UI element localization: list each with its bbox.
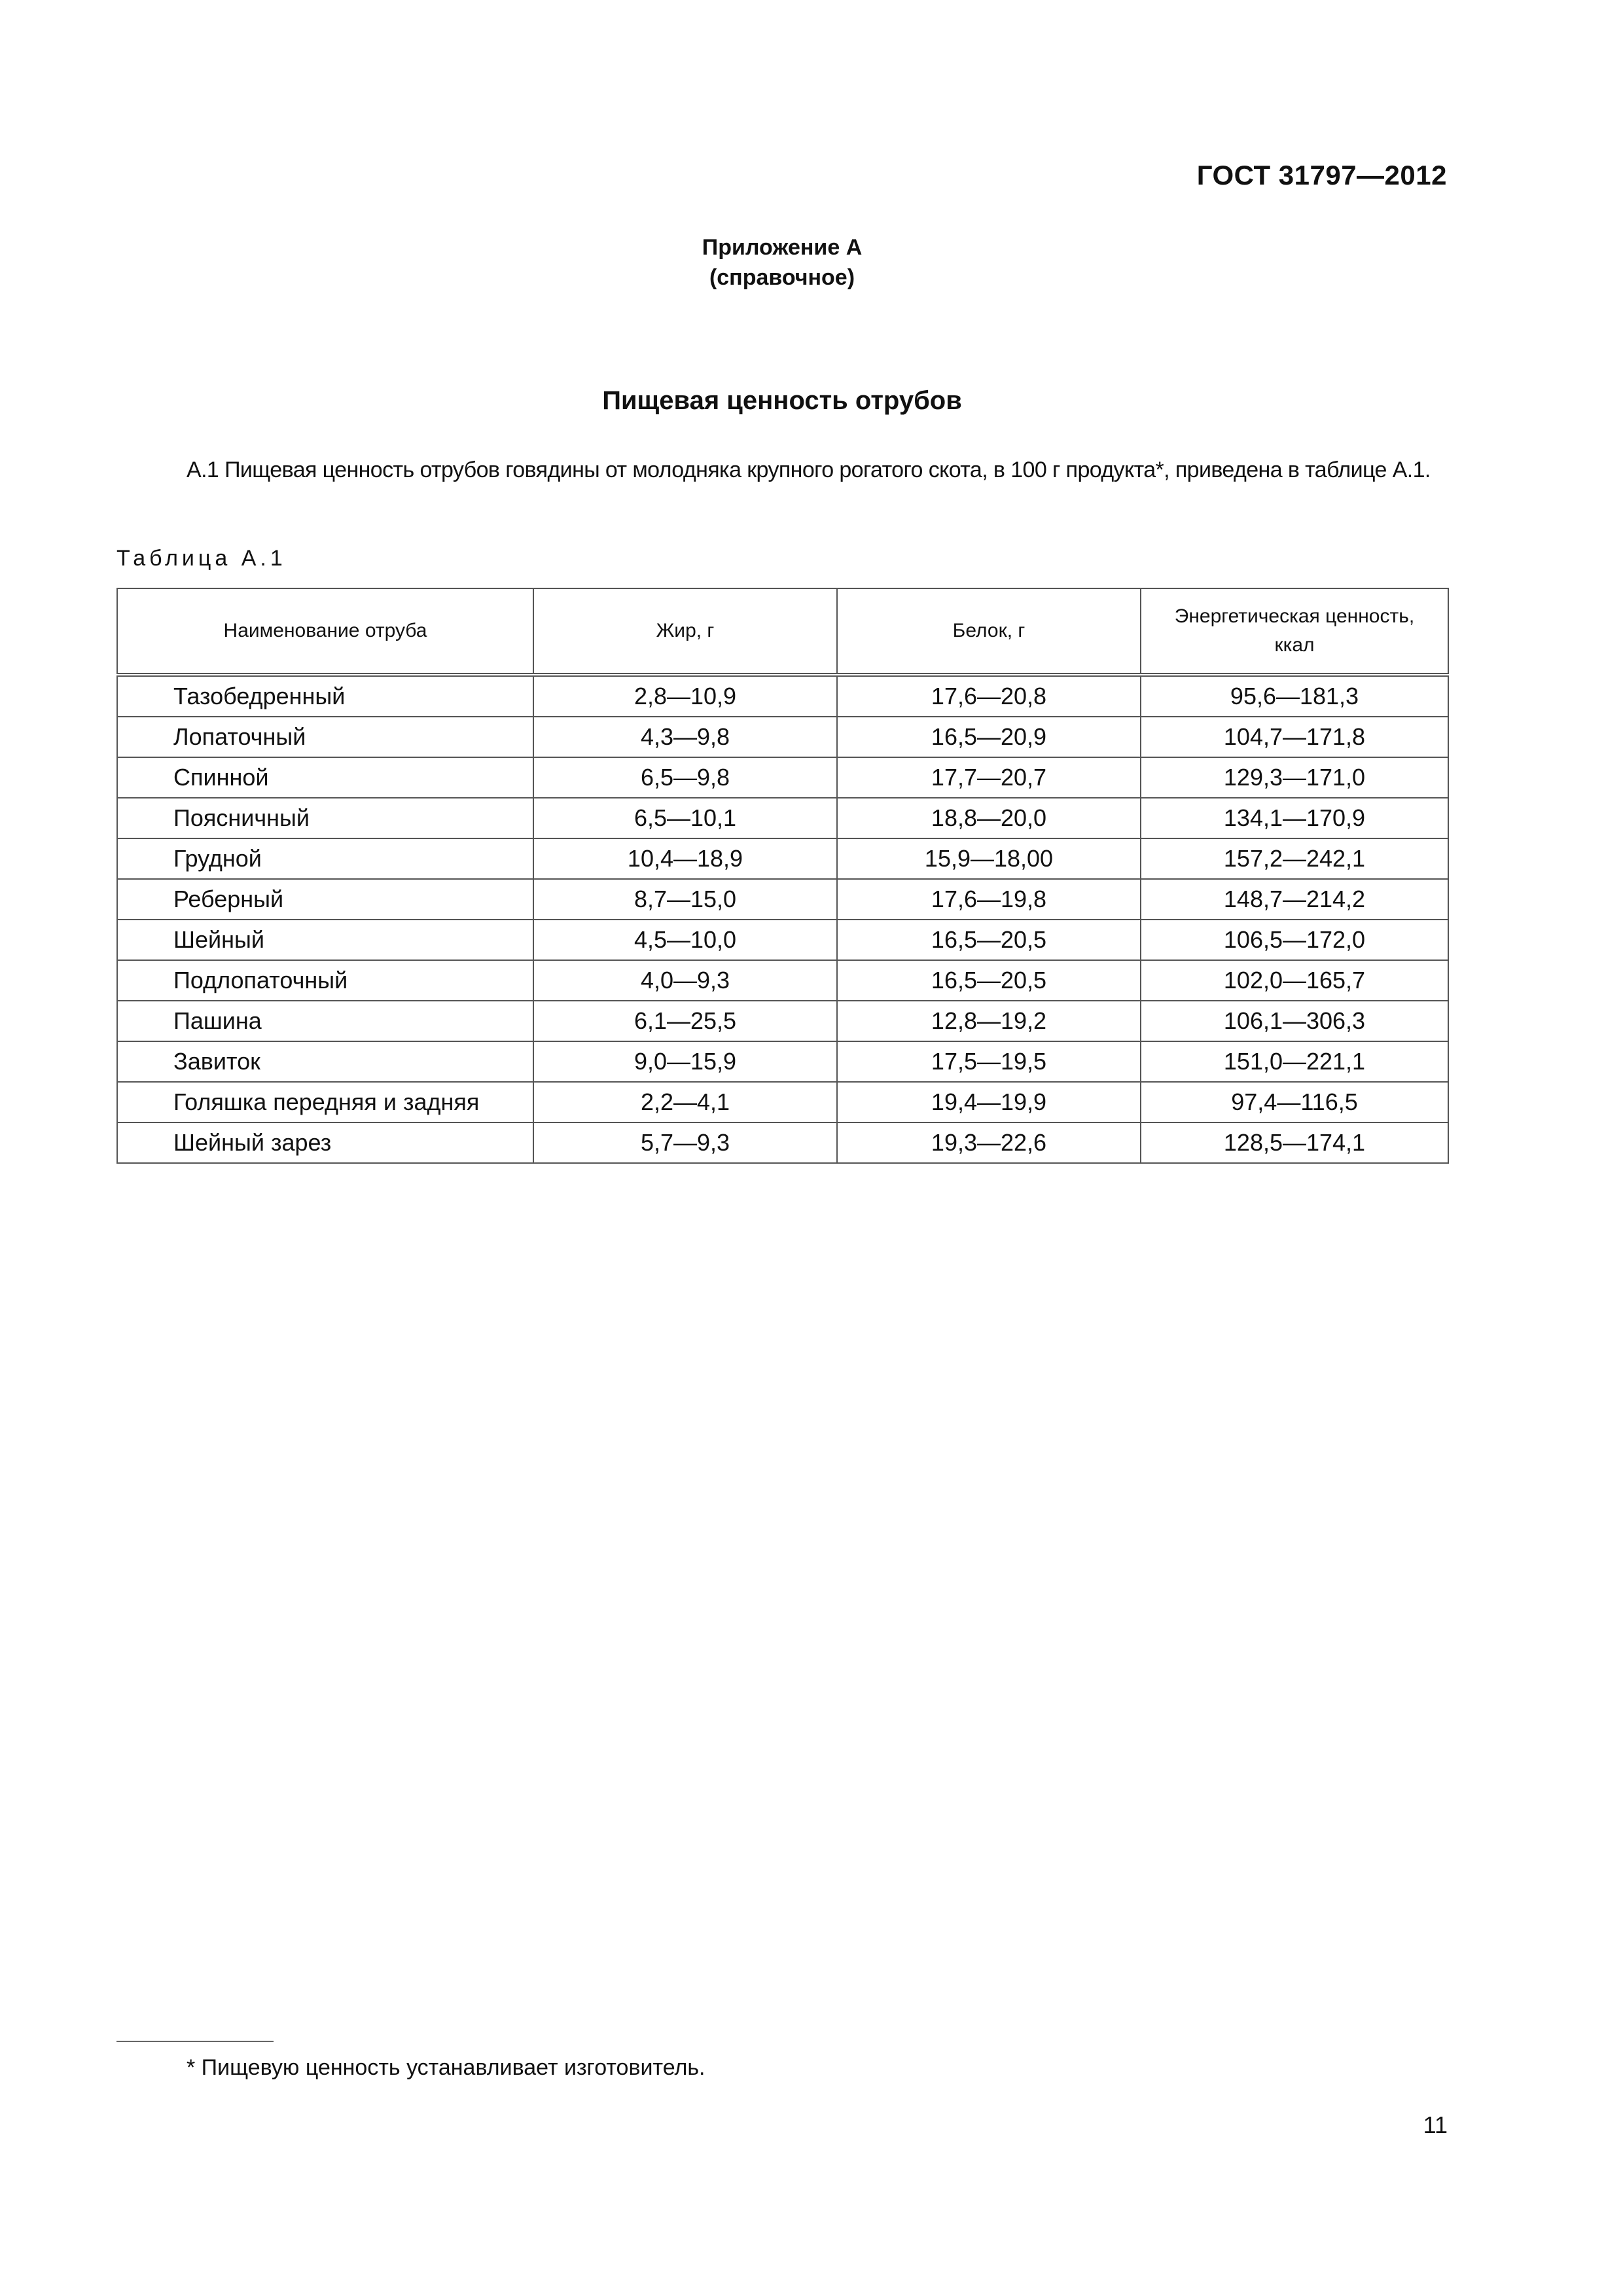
cell-protein: 16,5—20,5 [837,960,1141,1001]
cell-protein: 19,4—19,9 [837,1082,1141,1122]
table-row [117,757,1448,798]
column-header-protein: Белок, г [837,588,1141,675]
table-row [117,1082,1448,1122]
table-row [117,879,1448,920]
table-row [117,675,1448,717]
cell-energy: 148,7—214,2 [1141,879,1448,920]
cell-energy: 129,3—171,0 [1141,757,1448,798]
cell-cut-name: Лопаточный [117,717,533,757]
cell-cut-name: Тазобедренный [117,675,533,717]
cell-protein: 17,6—20,8 [837,675,1141,717]
table-body [117,675,1448,1163]
appendix-heading [0,232,1564,293]
table-row [117,717,1448,757]
table-header-row [117,588,1448,675]
cell-fat: 6,5—10,1 [533,798,837,838]
cell-fat: 4,3—9,8 [533,717,837,757]
cell-fat: 4,0—9,3 [533,960,837,1001]
cell-cut-name: Спинной [117,757,533,798]
table-row [117,1001,1448,1041]
cell-protein: 15,9—18,00 [837,838,1141,879]
cell-cut-name: Шейный зарез [117,1122,533,1163]
cell-cut-name: Грудной [117,838,533,879]
nutrition-table [116,588,1449,1164]
table-row [117,920,1448,960]
cell-protein: 17,5—19,5 [837,1041,1141,1082]
cell-protein: 12,8—19,2 [837,1001,1141,1041]
cell-cut-name: Пашина [117,1001,533,1041]
table-caption: Таблица А.1 [116,546,287,571]
cell-cut-name: Поясничный [117,798,533,838]
cell-energy: 157,2—242,1 [1141,838,1448,879]
cell-protein: 16,5—20,9 [837,717,1141,757]
cell-fat: 6,1—25,5 [533,1001,837,1041]
cell-cut-name: Шейный [117,920,533,960]
cell-energy: 106,1—306,3 [1141,1001,1448,1041]
cell-energy: 102,0—165,7 [1141,960,1448,1001]
column-header-energy: Энергетическая ценность, ккал [1141,588,1448,675]
footnote: * Пищевую ценность устанавливает изготовитель. [187,2055,705,2080]
table-row [117,960,1448,1001]
appendix-status: (справочное) [709,265,855,290]
cell-cut-name: Реберный [117,879,533,920]
cell-fat: 9,0—15,9 [533,1041,837,1082]
cell-energy: 151,0—221,1 [1141,1041,1448,1082]
page-number: 11 [1423,2111,1448,2138]
table-row [117,1122,1448,1163]
cell-protein: 17,7—20,7 [837,757,1141,798]
footnote-divider [116,2041,274,2042]
cell-fat: 2,2—4,1 [533,1082,837,1122]
intro-paragraph: А.1 Пищевая ценность отрубов говядины от молодняка крупного рогатого скота, в 100 г продукта*, приведена в таблице А.1. [187,457,1431,482]
cell-cut-name: Голяшка передняя и задняя [117,1082,533,1122]
cell-cut-name: Подлопаточный [117,960,533,1001]
cell-energy: 106,5—172,0 [1141,920,1448,960]
cell-energy: 104,7—171,8 [1141,717,1448,757]
cell-fat: 6,5—9,8 [533,757,837,798]
cell-energy: 128,5—174,1 [1141,1122,1448,1163]
cell-fat: 8,7—15,0 [533,879,837,920]
cell-protein: 19,3—22,6 [837,1122,1141,1163]
cell-energy: 134,1—170,9 [1141,798,1448,838]
document-code: ГОСТ 31797—2012 [1196,160,1447,190]
column-header-fat: Жир, г [533,588,837,675]
nutrition-table-wrapper [116,588,1448,1164]
cell-fat: 10,4—18,9 [533,838,837,879]
cell-protein: 16,5—20,5 [837,920,1141,960]
table-row [117,838,1448,879]
table-row [117,798,1448,838]
cell-fat: 4,5—10,0 [533,920,837,960]
appendix-title: Приложение А [702,235,863,260]
cell-protein: 18,8—20,0 [837,798,1141,838]
table-row [117,1041,1448,1082]
cell-protein: 17,6—19,8 [837,879,1141,920]
cell-energy: 97,4—116,5 [1141,1082,1448,1122]
cell-cut-name: Завиток [117,1041,533,1082]
cell-energy: 95,6—181,3 [1141,675,1448,717]
section-title: Пищевая ценность отрубов [602,386,962,415]
column-header-cut-name: Наименование отруба [117,588,533,675]
cell-fat: 5,7—9,3 [533,1122,837,1163]
cell-fat: 2,8—10,9 [533,675,837,717]
